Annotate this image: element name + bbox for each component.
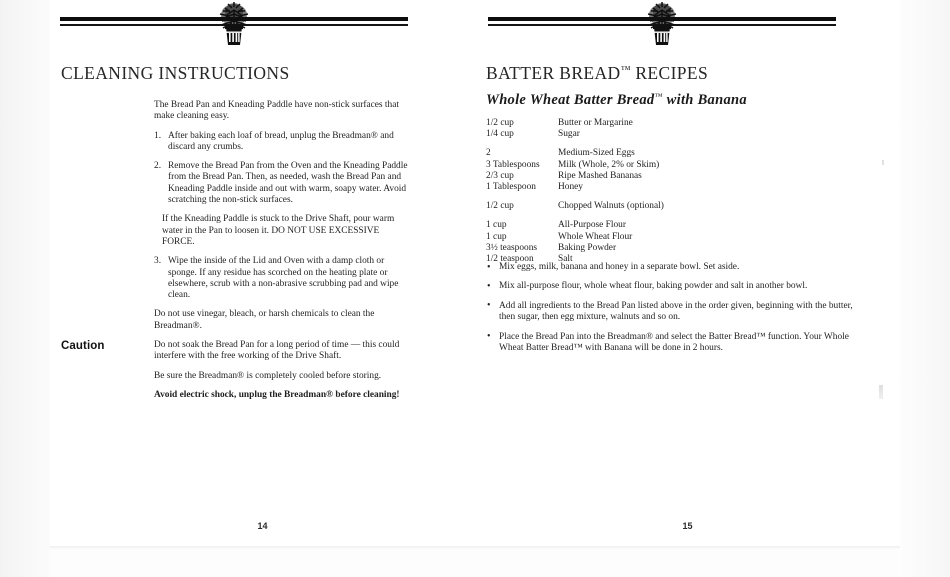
- ingredient-quantity: 1/2 teaspoon: [486, 254, 534, 265]
- ingredient-quantity: 2: [486, 148, 491, 159]
- ingredient-quantity: 1/2 cup: [486, 201, 514, 212]
- ingredient-quantity: 2/3 cup: [486, 170, 514, 181]
- ingredient-row: [486, 232, 786, 243]
- ingredient-row: [486, 220, 786, 231]
- direction-text: Mix eggs, milk, banana and honey in a separate bowl. Set aside.: [499, 262, 740, 272]
- page-bottom-edge: [50, 546, 900, 549]
- ingredient-list: [486, 118, 786, 273]
- scan-edge-shadow-left: [0, 0, 50, 577]
- scan-edge-shadow-right: [900, 0, 950, 577]
- ingredient-name: Honey: [558, 182, 583, 193]
- step-number: 2.: [154, 161, 162, 172]
- list-item: [486, 332, 858, 355]
- ingredient-group: [486, 220, 786, 265]
- ingredient-name: Butter or Margarine: [558, 118, 633, 128]
- page-title-batter-bread-recipes: [486, 63, 708, 84]
- ingredient-group: [486, 118, 786, 140]
- trademark-symbol: ™: [654, 92, 663, 101]
- list-item: [154, 256, 410, 301]
- numbered-step-list: [154, 131, 410, 207]
- ingredient-group: [486, 148, 786, 193]
- ingredient-quantity: 1/2 cup: [486, 118, 514, 128]
- ingredient-row: [486, 182, 786, 193]
- page-number-left: 14: [257, 521, 268, 531]
- recipe-directions-list: [486, 262, 858, 362]
- step-text: Remove the Bread Pan from the Oven and the Kneading Paddle from the Bread Pan. Then, as needed, wash the Bread Pan and Kneading Paddle inside and out with warm, soapy water. Avoid scratching the non-stick surfaces.: [168, 161, 408, 206]
- ingredient-row: [486, 129, 786, 140]
- ingredient-name: Ripe Mashed Bananas: [558, 170, 642, 181]
- paddle-stuck-note: If the Kneading Paddle is stuck to the Drive Shaft, pour warm water in the Pan to loosen it. DO NOT USE EXCESSIVE FORCE.: [162, 214, 395, 247]
- bullet-icon: •: [487, 331, 491, 343]
- page-left: [50, 0, 475, 546]
- step-text: After baking each loaf of bread, unplug the Breadman® and discard any crumbs.: [168, 130, 394, 152]
- trademark-symbol: ™: [620, 64, 631, 76]
- ingredient-name: Sugar: [558, 129, 580, 140]
- ingredient-name: Whole Wheat Flour: [558, 231, 633, 242]
- ingredient-quantity: 3 Tablespoons: [486, 159, 540, 170]
- page-number-right: 15: [682, 521, 693, 531]
- ingredient-quantity: 1 cup: [486, 231, 507, 242]
- ingredient-name: All-Purpose Flour: [558, 220, 626, 231]
- title-text-main: BATTER BREAD: [486, 63, 621, 83]
- ingredient-row: [486, 160, 786, 171]
- ingredient-name: Salt: [558, 254, 573, 265]
- bullet-icon: •: [487, 300, 491, 312]
- step-text: Wipe the inside of the Lid and Oven with a damp cloth or sponge. If any residue has scorched on the heating plate or elsewhere, scrub with a non-abrasive scrubbing pad and wipe clean.: [168, 256, 399, 301]
- caution-text: Avoid electric shock, unplug the Breadman® before cleaning!: [154, 389, 400, 400]
- bullet-icon: •: [487, 261, 491, 273]
- paragraph-no-soaking: Do not soak the Bread Pan for a long period of time — this could interfere with the free working of the Drive Shaft.: [154, 340, 400, 362]
- paragraph-cool-before-storing: Be sure the Breadman® is completely cooled before storing.: [154, 370, 382, 381]
- list-item: [486, 301, 858, 324]
- ingredient-row: [486, 171, 786, 182]
- recipe-title: [486, 92, 747, 109]
- ingredient-name: Chopped Walnuts (optional): [558, 201, 664, 212]
- intro-paragraph: The Bread Pan and Kneading Paddle have non-stick surfaces that make cleaning easy.: [154, 100, 399, 122]
- direction-text: Mix all-purpose flour, whole wheat flour, baking powder and salt in another bowl.: [499, 281, 808, 292]
- ingredient-row: [486, 243, 786, 254]
- paragraph-no-chemicals: Do not use vinegar, bleach, or harsh chemicals to clean the Breadman®.: [154, 309, 375, 331]
- bullet-icon: •: [487, 280, 491, 292]
- direction-text: Add all ingredients to the Bread Pan listed above in the order given, beginning with the butter, then sugar, then egg mixture, walnuts and so on.: [499, 300, 853, 323]
- ingredient-name: Medium-Sized Eggs: [558, 148, 635, 159]
- page-right: [475, 0, 900, 546]
- ingredient-row: [486, 148, 786, 159]
- title-text-suffix: RECIPES: [635, 63, 709, 83]
- ingredient-quantity: 1 cup: [486, 220, 507, 231]
- list-item: [154, 161, 410, 206]
- numbered-step-list-continued: [154, 256, 410, 301]
- ingredient-group: [486, 201, 786, 212]
- recipe-title-main: Whole Wheat Batter Bread: [486, 92, 655, 109]
- list-item: [486, 281, 858, 292]
- list-item: [154, 131, 410, 154]
- ingredient-quantity: 3½ teaspoons: [486, 242, 538, 253]
- ingredient-quantity: 1 Tablespoon: [486, 182, 536, 193]
- recipe-title-suffix: with Banana: [666, 92, 747, 109]
- ingredient-row: [486, 118, 786, 129]
- direction-text: Place the Bread Pan into the Breadman® and select the Batter Bread™ function. Your Whole Wheat Batter Bread™ with Banana will be done in 2 hours.: [499, 331, 849, 354]
- ingredient-quantity: 1/4 cup: [486, 129, 514, 140]
- ingredient-name: Milk (Whole, 2% or Skim): [558, 159, 660, 170]
- step-number: 1.: [154, 130, 162, 141]
- cleaning-instructions-body: [154, 100, 410, 409]
- step-number: 3.: [154, 256, 162, 267]
- caution-label: Caution: [61, 340, 105, 352]
- ingredient-name: Baking Powder: [558, 242, 617, 253]
- ingredient-row: [486, 201, 786, 212]
- list-item: [486, 262, 858, 273]
- page-title-cleaning-instructions: CLEANING INSTRUCTIONS: [61, 63, 290, 83]
